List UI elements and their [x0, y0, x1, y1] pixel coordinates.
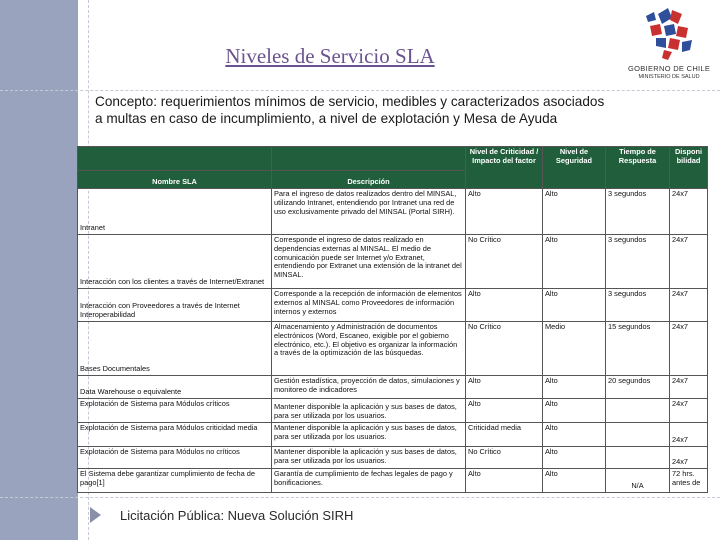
- top-divider: [0, 90, 720, 91]
- cell-tiempo: 3 segundos: [606, 235, 670, 289]
- cell-criticidad: Criticidad media: [466, 423, 543, 447]
- header-nombre-top: [78, 147, 272, 171]
- table-row: [78, 189, 708, 235]
- header-descripcion-top: [272, 147, 466, 171]
- cell-disponibilidad: 24x7: [670, 289, 708, 322]
- cell-disponibilidad: 72 hrs. antes de: [670, 469, 708, 493]
- cell-criticidad: No Crítico: [466, 235, 543, 289]
- table-row: [78, 447, 708, 469]
- gobierno-logo: [628, 6, 710, 84]
- cell-descripcion: Garantía de cumplimiento de fechas legales de pago y bonificaciones.: [272, 469, 466, 493]
- cell-descripcion: Corresponde el ingreso de datos realizado en dependencias externas al MINSAL. El medio de comunicación puede ser Internet y/o Extranet, entendiendo por Extranet una extensión de la intranet del MINSAL.: [272, 235, 466, 289]
- header-descripcion: Descripción: [272, 171, 466, 189]
- left-color-band: [0, 0, 78, 540]
- cell-descripcion: Para el ingreso de datos realizados dentro del MINSAL, utilizando Intranet, entendiendo por Intranet una red de uso exclusivamente privado del MINSAL (Portal SIRH).: [272, 189, 466, 235]
- table-row: [78, 376, 708, 399]
- footer-text: Licitación Pública: Nueva Solución SIRH: [120, 508, 354, 523]
- cell-tiempo: 20 segundos: [606, 376, 670, 399]
- cell-disponibilidad: 24x7: [670, 376, 708, 399]
- gobierno-logo-mark-icon: [638, 6, 700, 62]
- cell-nombre: Interacción con Proveedores a través de Internet Interoperabilidad: [78, 289, 272, 322]
- header-disponibilidad: Disponi bilidad: [670, 147, 708, 189]
- cell-seguridad: Medio: [543, 322, 606, 376]
- cell-disponibilidad: 24x7: [670, 423, 708, 447]
- cell-seguridad: Alto: [543, 376, 606, 399]
- cell-nombre: Explotación de Sistema para Módulos no críticos: [78, 447, 272, 469]
- cell-descripcion: Almacenamiento y Administración de documentos electrónicos (Word, Escaneo, exigible por el gobierno electrónico, etc.). El objetivo es organizar la información a través de la optimización de las búsquedas.: [272, 322, 466, 376]
- table-row: [78, 322, 708, 376]
- cell-descripcion: Mantener disponible la aplicación y sus bases de datos, para ser utilizada por los usuarios.: [272, 447, 466, 469]
- cell-seguridad: Alto: [543, 399, 606, 423]
- concept-paragraph: Concepto: requerimientos mínimos de servicio, medibles y caracterizados asociados a multas en caso de incumplimiento, a nivel de explotación y Mesa de Ayuda: [95, 94, 605, 126]
- cell-seguridad: Alto: [543, 469, 606, 493]
- cell-criticidad: No Crítico: [466, 322, 543, 376]
- cell-disponibilidad: 24x7: [670, 322, 708, 376]
- header-tiempo: Tiempo de Respuesta: [606, 147, 670, 189]
- cell-tiempo: [606, 447, 670, 469]
- cell-criticidad: Alto: [466, 189, 543, 235]
- header-criticidad: Nivel de Criticidad / Impacto del factor: [466, 147, 543, 189]
- cell-criticidad: Alto: [466, 289, 543, 322]
- cell-tiempo: 3 segundos: [606, 289, 670, 322]
- cell-criticidad: No Crítico: [466, 447, 543, 469]
- cell-nombre: Bases Documentales: [78, 322, 272, 376]
- cell-nombre: Data Warehouse o equivalente: [78, 376, 272, 399]
- cell-nombre: Interacción con los clientes a través de Internet/Extranet: [78, 235, 272, 289]
- cell-nombre: El Sistema debe garantizar cumplimiento de fecha de pago[1]: [78, 469, 272, 493]
- table-row: [78, 289, 708, 322]
- cell-disponibilidad: 24x7: [670, 447, 708, 469]
- cell-tiempo: [606, 423, 670, 447]
- cell-tiempo: 3 segundos: [606, 189, 670, 235]
- cell-disponibilidad: 24x7: [670, 399, 708, 423]
- cell-nombre: Intranet: [78, 189, 272, 235]
- sla-table: [77, 146, 708, 493]
- table-row: [78, 399, 708, 423]
- cell-seguridad: Alto: [543, 189, 606, 235]
- cell-tiempo: [606, 399, 670, 423]
- table-row: [78, 423, 708, 447]
- sla-table-container: [77, 146, 707, 493]
- cell-criticidad: Alto: [466, 376, 543, 399]
- cell-seguridad: Alto: [543, 289, 606, 322]
- header-seguridad: Nivel de Seguridad: [543, 147, 606, 189]
- cell-seguridad: Alto: [543, 235, 606, 289]
- cell-nombre: Explotación de Sistema para Módulos criticidad media: [78, 423, 272, 447]
- logo-text-gobierno: GOBIERNO DE CHILE: [628, 64, 711, 73]
- cell-descripcion: Mantener disponible la aplicación y sus bases de datos, para ser utilizada por los usuarios.: [272, 399, 466, 423]
- logo-text-ministerio: MINISTERIO DE SALUD: [638, 74, 700, 80]
- cell-tiempo: 15 segundos: [606, 322, 670, 376]
- cell-disponibilidad: 24x7: [670, 235, 708, 289]
- cell-disponibilidad: 24x7: [670, 189, 708, 235]
- cell-nombre: Explotación de Sistema para Módulos críticos: [78, 399, 272, 423]
- table-row: [78, 235, 708, 289]
- cell-criticidad: Alto: [466, 399, 543, 423]
- cell-descripcion: Corresponde a la recepción de información de elementos externos al MINSAL como Proveedores de información internos y externos: [272, 289, 466, 322]
- bottom-divider: [0, 497, 720, 498]
- cell-criticidad: Alto: [466, 469, 543, 493]
- cell-descripcion: Gestión estadística, proyección de datos, simulaciones y monitoreo de indicadores: [272, 376, 466, 399]
- cell-seguridad: Alto: [543, 447, 606, 469]
- table-row: [78, 469, 708, 493]
- header-nombre: Nombre SLA: [78, 171, 272, 189]
- cell-tiempo: N/A: [606, 469, 670, 493]
- cell-seguridad: Alto: [543, 423, 606, 447]
- footer-bullet-arrow-icon: [90, 507, 101, 523]
- cell-descripcion: Mantener disponible la aplicación y sus bases de datos, para ser utilizada por los usuarios.: [272, 423, 466, 447]
- slide-title: Niveles de Servicio SLA: [225, 44, 435, 68]
